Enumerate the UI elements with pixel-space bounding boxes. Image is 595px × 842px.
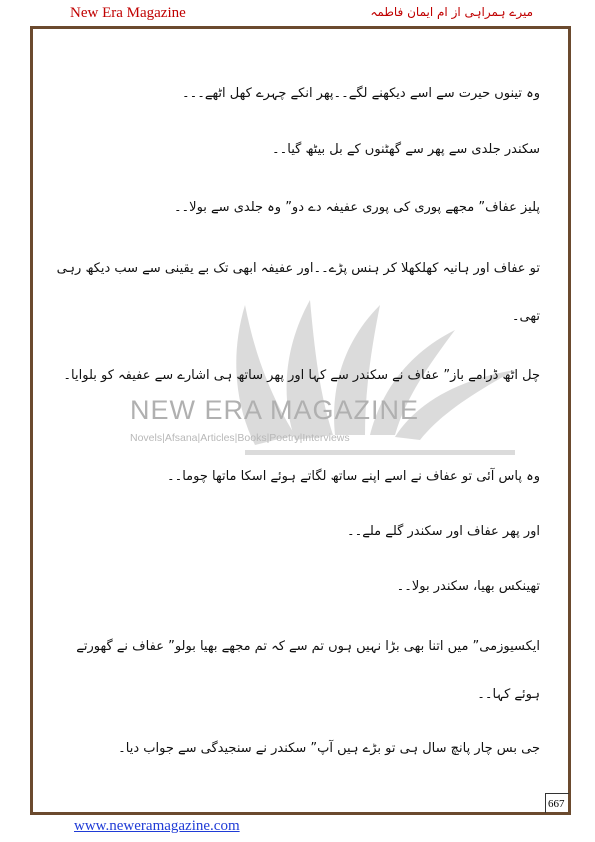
paragraph-10: جی بس چار پانچ سال ہی تو بڑے ہیں آپ” سکندر نے سنجیدگی سے جواب دیا۔ xyxy=(118,741,540,756)
novel-title: میرے ہمراہی از ام ایمان فاطمہ xyxy=(370,5,533,19)
page-number: 667 xyxy=(548,798,565,810)
website-link[interactable]: www.neweramagazine.com xyxy=(74,818,240,834)
paragraph-4: تو عفاف اور ہانیہ کھلکھلا کر ہنس پڑے۔۔اور عفیفہ ابھی تک بے یقینی سے سب دیکھ رہی تھی۔ xyxy=(56,261,540,324)
paragraph-7: اور پھر عفاف اور سکندر گلے ملے۔۔ xyxy=(346,524,540,539)
paragraph-9: ایکسیوزمی” میں اتنا بھی بڑا نہیں ہوں تم سے کہ تم مجھے بھیا بولو” عفاف نے گھورتے ہوئے کہا۔۔ xyxy=(76,639,540,702)
watermark-subtitle: Novels|Afsana|Articles|Books|Poetry|Interviews xyxy=(130,432,350,444)
paragraph-2: سکندر جلدی سے پھر سے گھٹنوں کے بل بیٹھ گیا۔۔ xyxy=(272,142,540,157)
magazine-name: New Era Magazine xyxy=(70,5,186,21)
paragraph-1: وہ تینوں حیرت سے اسے دیکھنے لگے۔۔پھر انکے چہرے کھل اٹھے۔۔۔ xyxy=(181,86,540,101)
paragraph-8: تھینکس بھیا، سکندر بولا۔۔ xyxy=(396,579,540,594)
paragraph-6: وہ پاس آئی تو عفاف نے اسے اپنے ساتھ لگاتے ہوئے اسکا ماتھا چوما۔۔ xyxy=(166,469,540,484)
paragraph-5: چل اٹھ ڈرامے باز” عفاف نے سکندر سے کہا اور پھر ساتھ ہی اشارے سے عفیفہ کو بلوایا۔ xyxy=(63,368,540,383)
paragraph-3: پلیز عفاف” مجھے پوری کی پوری عفیفہ دے دو” وہ جلدی سے بولا۔۔ xyxy=(173,200,540,215)
watermark-title: NEW ERA MAGAZINE xyxy=(130,395,420,425)
